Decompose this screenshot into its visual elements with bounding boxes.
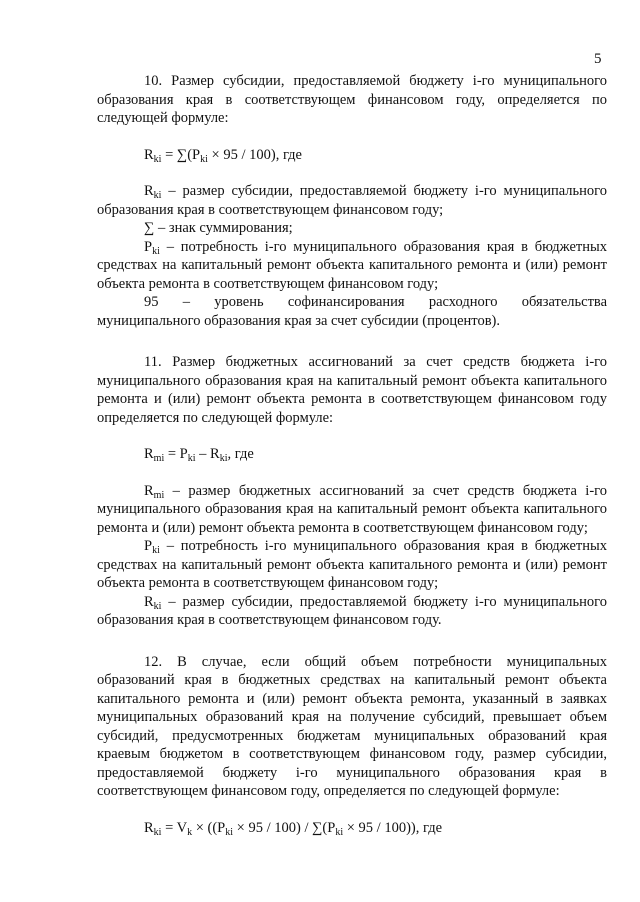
page-number: 5: [594, 51, 602, 67]
definition-rmi: $R_{mi}$ – размер бюджетных ассигнований за счет средств бюджета i-го муниципального образования края на капитальный ремонт объекта капитального ремонта и (или) ремонт объекта ремонта в соответствующем финансовом году;: [97, 482, 607, 536]
definition-rki-2: $R_{ki}$ – размер субсидии, предоставляемой бюджету i-го муниципального образования края в соответствующем финансовом году.: [97, 593, 607, 628]
paragraph-10-intro: 10. Размер субсидии, предоставляемой бюджету i-го муниципального образования края в соответствующем финансовом году, определяется по следующей формуле:: [97, 73, 607, 126]
definition-pki-2: $P_{ki}$ – потребность i-го муниципального образования края в бюджетных средствах на капитальный ремонт объекта капитального ремонта и (или) ремонт объекта ремонта в соответствующем финансовом году;: [97, 538, 607, 591]
document-body: [97, 72, 607, 837]
definition-pki: $P_{ki}$ – потребность i-го муниципального образования края в бюджетных средствах на капитальный ремонт объекта капитального ремонта и (или) ремонт объекта ремонта в соответствующем финансовом году;: [97, 238, 607, 292]
definition-sum: ∑ – знак суммирования;: [144, 220, 293, 236]
definition-rki: $R_{ki}$ – размер субсидии, предоставляемой бюджету i-го муниципального образования края в соответствующем финансовом году;: [97, 183, 607, 218]
definition-95: 95 – уровень софинансирования расходного обязательства муниципального образования края за счет субсидии (процентов).: [97, 294, 607, 329]
paragraph-12-intro: 12. В случае, если общий объем потребности муниципальных образований края в бюджетных средствах на капитальный ремонт объекта капитального ремонта и (или) ремонт объекта ремонта, указанный в заявках муниципальных образований края на получение субсидий, превышает объем субсидий, предусмотренных бюджетам муниципальных образований края краевым бюджетом в соответствующем финансовом году, размер субсидии, предоставляемой бюджету i-го муниципального образования края в соответствующем финансовом году, определяется по следующей формуле:: [97, 653, 607, 799]
paragraph-11-intro: 11. Размер бюджетных ассигнований за счет средств бюджета i-го муниципального образования края на капитальный ремонт объекта капитального ремонта и (или) ремонт объекта ремонта в соответствующем финансовом году определяется по следующей формуле:: [97, 354, 607, 426]
formula-12: $R_{ki} = V_k \times ((P_{ki} \times 95 / 100) / \sum(P_{ki} \times 95 / 100))$, где: [144, 819, 443, 838]
formula-10: $R_{ki} = \sum(P_{ki} \times 95 / 100)$, где: [144, 146, 302, 165]
formula-11: $R_{mi} = P_{ki} - R_{ki}$, где: [144, 446, 254, 464]
